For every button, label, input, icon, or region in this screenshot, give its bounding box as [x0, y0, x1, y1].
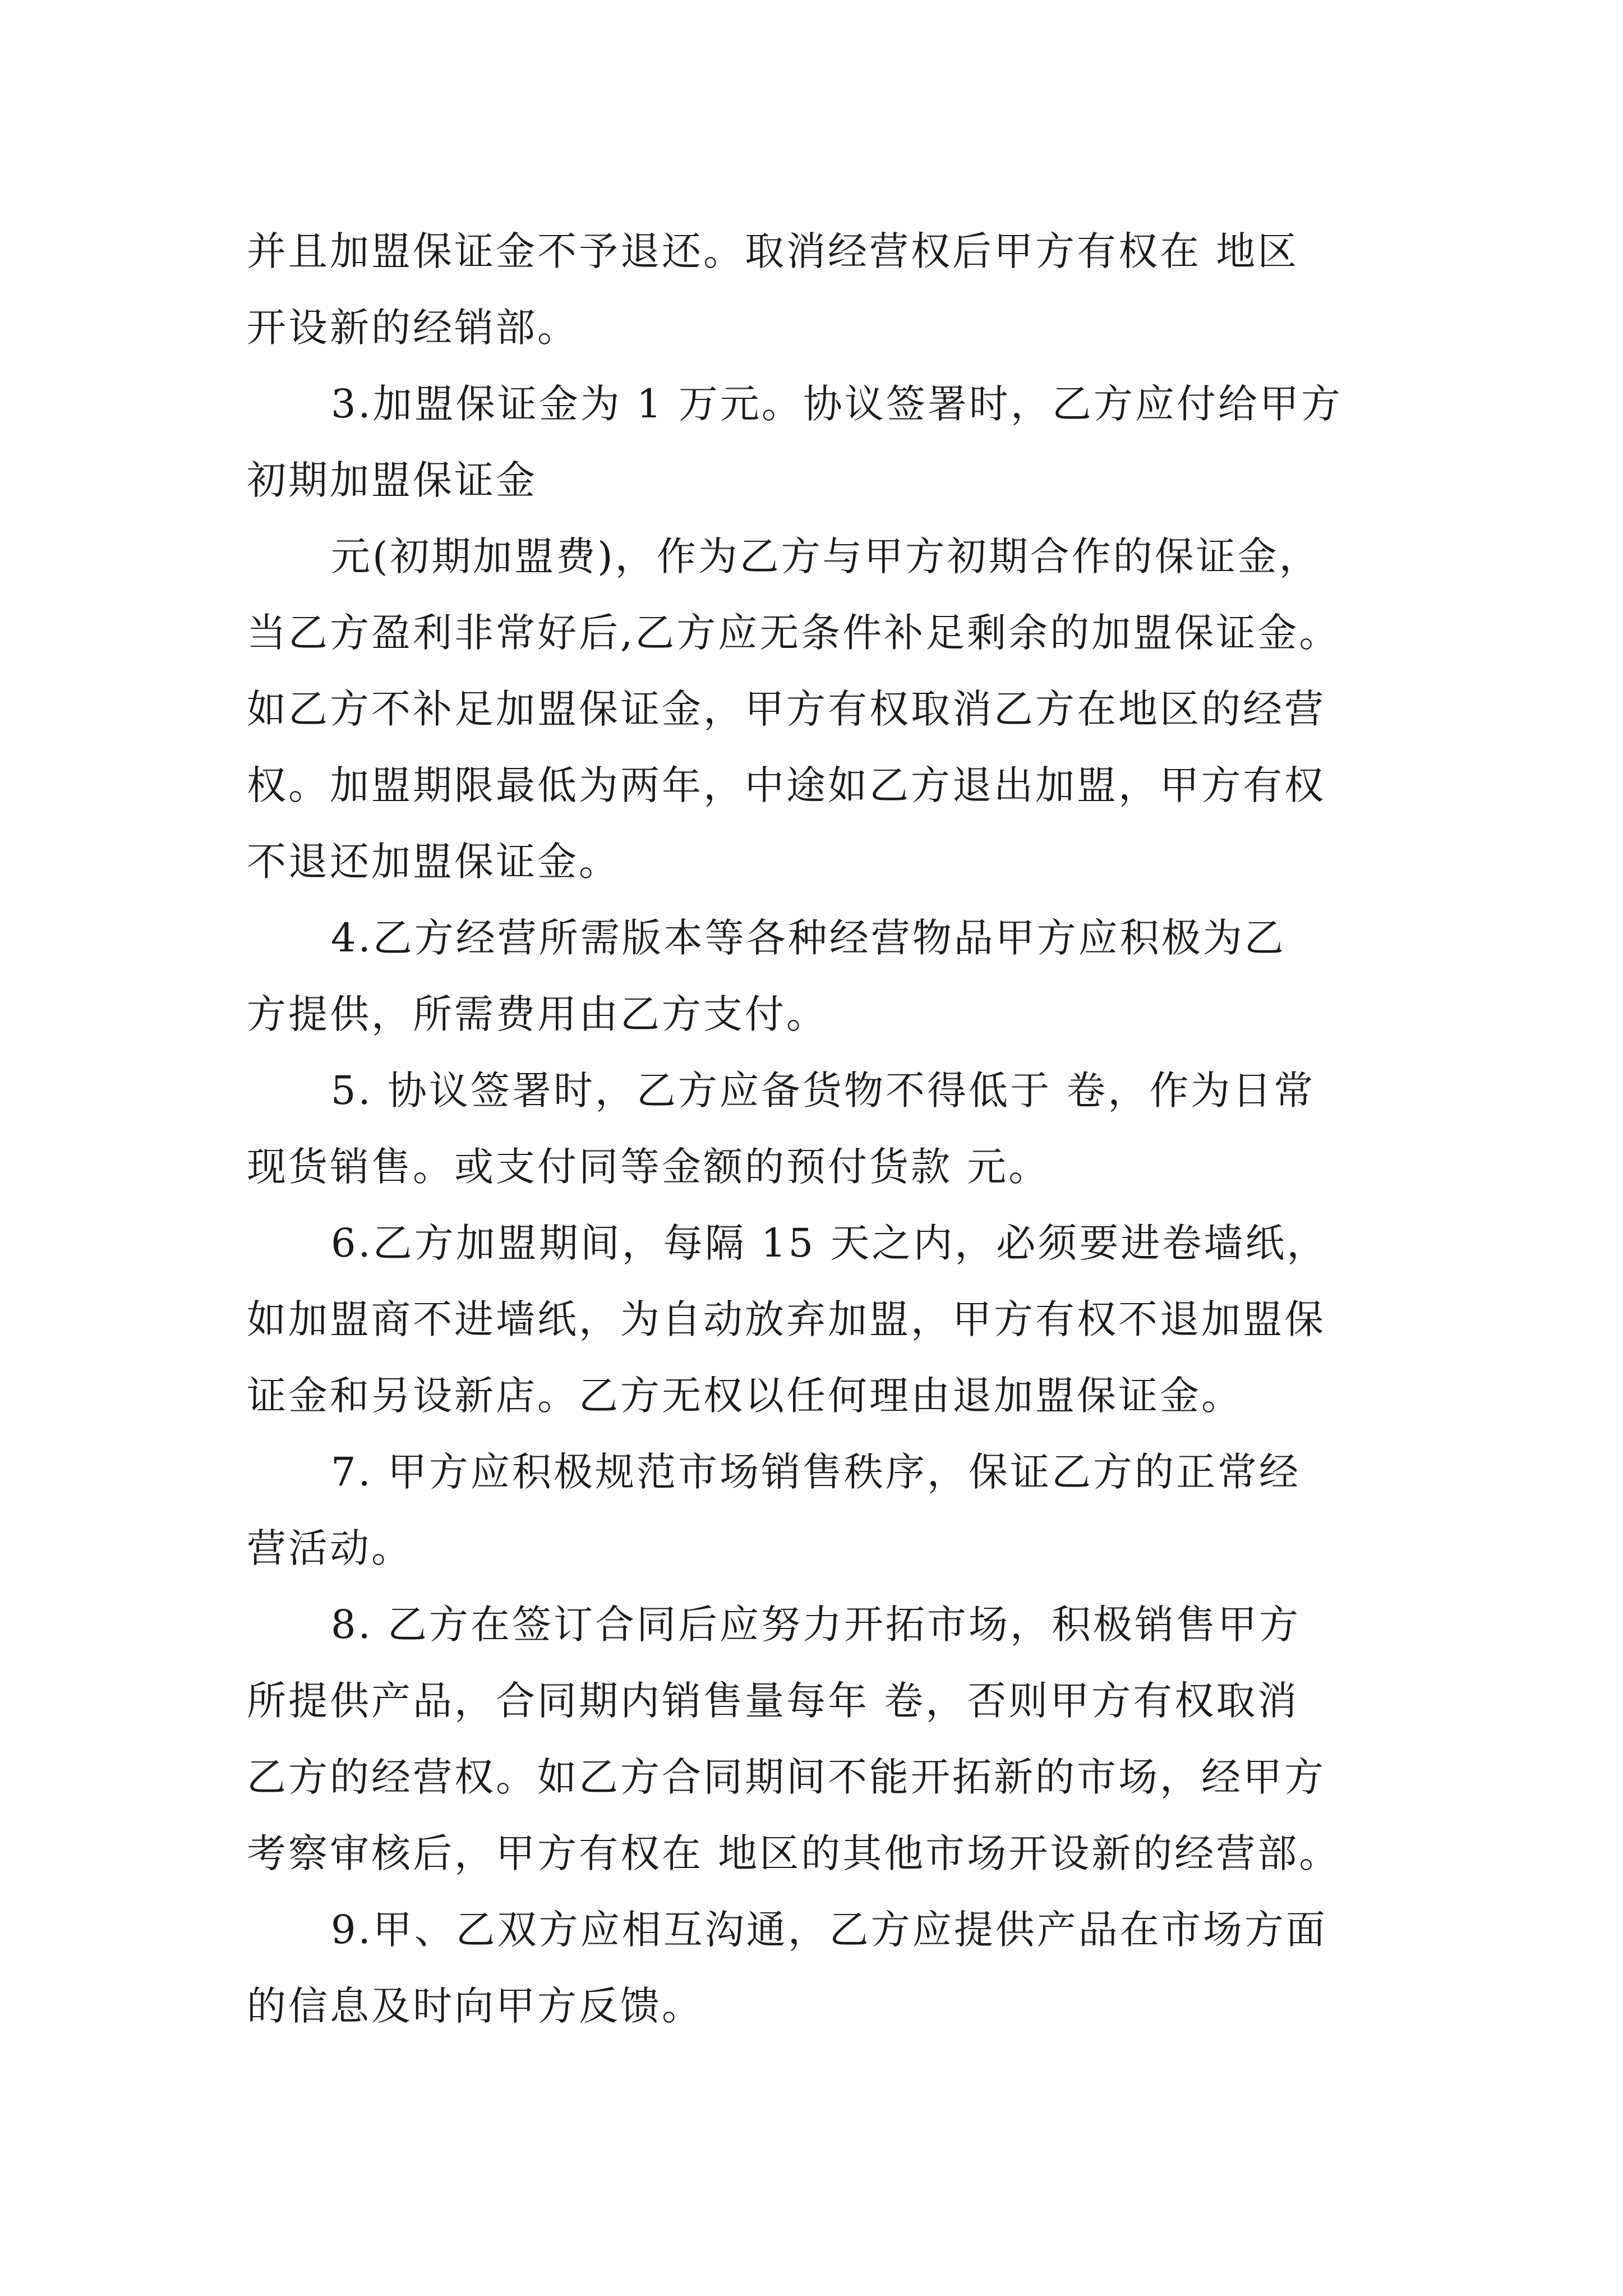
text-line: 权。加盟期限最低为两年，中途如乙方退出加盟，甲方有权 — [247, 762, 1326, 808]
text-line: 乙方的经营权。如乙方合同期间不能开拓新的市场，经甲方 — [247, 1754, 1326, 1800]
clause-9-line: 9.甲、乙双方应相互沟通，乙方应提供产品在市场方面 — [331, 1907, 1327, 1953]
clause-7-line: 7. 甲方应积极规范市场销售秩序，保证乙方的正常经 — [331, 1449, 1301, 1495]
text-line: 如加盟商不进墙纸，为自动放弃加盟，甲方有权不退加盟保 — [247, 1296, 1326, 1342]
clause-3-line: 3.加盟保证金为 1 万元。协议签署时，乙方应付给甲方 — [331, 381, 1343, 427]
text-line: 营活动。 — [247, 1525, 413, 1571]
text-line: 考察审核后，甲方有权在 地区的其他市场开设新的经营部。 — [247, 1830, 1341, 1876]
text-line: 证金和另设新店。乙方无权以任何理由退加盟保证金。 — [247, 1373, 1243, 1419]
text-line: 不退还加盟保证金。 — [247, 839, 620, 885]
text-line: 方提供，所需费用由乙方支付。 — [247, 991, 828, 1037]
clause-8-line: 8. 乙方在签订合同后应努力开拓市场，积极销售甲方 — [331, 1602, 1301, 1648]
text-line: 元(初期加盟费)，作为乙方与甲方初期合作的保证金， — [331, 533, 1321, 579]
clause-4-line: 4.乙方经营所需版本等各种经营物品甲方应积极为乙 — [331, 915, 1286, 961]
text-line: 并且加盟保证金不予退还。取消经营权后甲方有权在 地区 — [247, 228, 1299, 274]
document-body — [247, 213, 1396, 2044]
text-line: 开设新的经销部。 — [247, 305, 579, 351]
text-line: 如乙方不补足加盟保证金，甲方有权取消乙方在地区的经营 — [247, 686, 1326, 732]
text-line: 当乙方盈利非常好后,乙方应无条件补足剩余的加盟保证金。 — [247, 610, 1341, 656]
clause-6-line: 6.乙方加盟期间，每隔 15 天之内，必须要进卷墙纸， — [331, 1220, 1329, 1266]
text-line: 初期加盟保证金 — [247, 457, 537, 503]
clause-5-line: 5. 协议签署时，乙方应备货物不得低于 卷，作为日常 — [331, 1068, 1316, 1114]
text-line: 所提供产品，合同期内销售量每年 卷，否则甲方有权取消 — [247, 1678, 1299, 1724]
text-line: 的信息及时向甲方反馈。 — [247, 1983, 703, 2029]
text-line: 现货销售。或支付同等金额的预付货款 元。 — [247, 1144, 1050, 1190]
